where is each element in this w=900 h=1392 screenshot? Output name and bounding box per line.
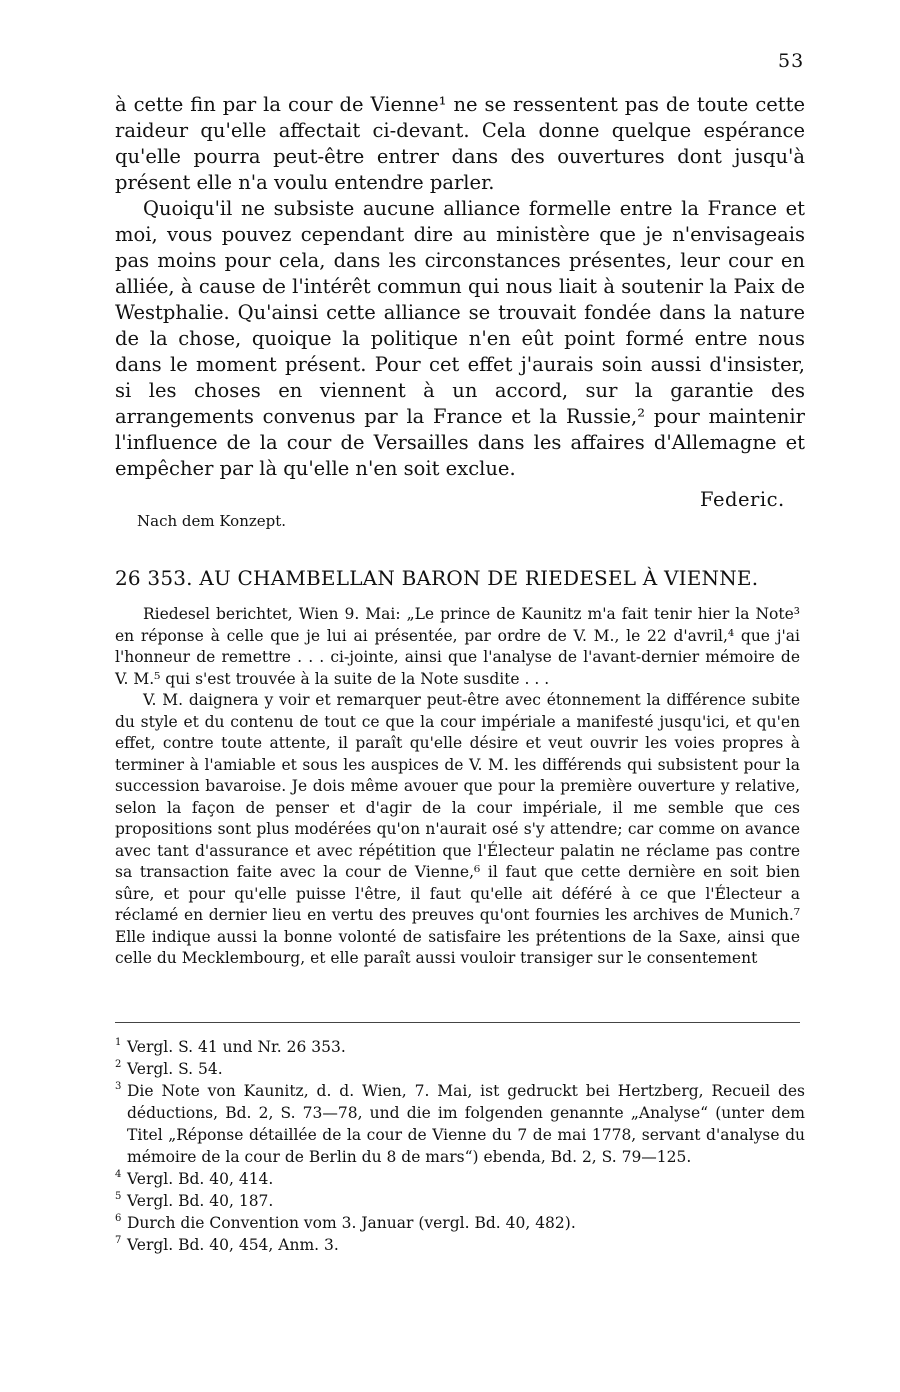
footnote <box>115 1190 805 1212</box>
page-number: 53 <box>778 50 805 72</box>
footnote <box>115 1058 805 1080</box>
footnote-number: 1 <box>115 1037 122 1048</box>
footnote-number: 6 <box>115 1213 122 1224</box>
footnote-number: 3 <box>115 1081 122 1092</box>
footnote-text: Vergl. Bd. 40, 187. <box>127 1192 274 1210</box>
footnote <box>115 1234 805 1256</box>
footnote-text: Durch die Convention vom 3. Januar (vergl. Bd. 40, 482). <box>127 1214 576 1232</box>
main-paragraph: Quoiqu'il ne subsiste aucune alliance formelle entre la France et moi, vous pouvez cependant dire au ministère que je n'envisageais pas moins pour cela, dans les circonstances présentes, leur cour en alliée, à cause de l'intérêt commun qui nous liait à soutenir la Paix de Westphalie. Qu'ainsi cette alliance se trouvait fondée dans la nature de la chose, quoique la politique n'en eût point formé entre nous dans le moment présent. Pour cet effet j'aurais soin aussi d'insister, si les choses en viennent à un accord, sur la garantie des arrangements convenus par la France et la Russie,² pour maintenir l'influence de la cour de Versailles dans les affaires d'Allemagne et empêcher par là qu'elle n'en soit exclue. <box>115 197 805 480</box>
source-note: Nach dem Konzept. <box>137 512 287 530</box>
main-paragraph: à cette fin par la cour de Vienne¹ ne se ressentent pas de toute cette raideur qu'elle affectait ci-devant. Cela donne quelque espérance qu'elle pourra peut-être entrer dans des ouvertures dont jusqu'à présent elle n'a voulu entendre parler. <box>115 93 805 194</box>
footnote <box>115 1168 805 1190</box>
footnote-number: 4 <box>115 1169 122 1180</box>
summary-paragraph: Riedesel berichtet, Wien 9. Mai: „Le prince de Kaunitz m'a fait tenir hier la Note³ en réponse à celle que je lui ai présentée, par ordre de V. M., le 22 d'avril,⁴ que j'ai l'honneur de remettre . . . ci-jointe, ainsi que l'analyse de l'avant-dernier mémoire de V. M.⁵ qui s'est trouvée à la suite de la Note susdite . . . <box>115 605 800 688</box>
summary-paragraph: V. M. daignera y voir et remarquer peut-être avec étonnement la différence subite du style et du contenu de tout ce que la cour impériale a manifesté jusqu'ici, et qu'en effet, contre toute attente, il paraît qu'elle désire et veut ouvrir les voies propres à terminer à l'amiable et sous les auspices de V. M. les différends qui subsistent pour la succession bavaroise. Je dois même avouer que pour la première ouverture y relative, selon la façon de penser et d'agir de la cour impériale, il me semble que ces propositions sont plus modérées qu'on n'aurait osé s'y attendre; car comme on avance avec tant d'assurance et avec répétition que l'Électeur palatin ne réclame pas contre sa transaction faite avec la cour de Vienne,⁶ il faut que cette dernière en soit bien sûre, et pour qu'elle puisse l'être, il faut qu'elle ait déféré à ce que l'Électeur a réclamé en dernier lieu en vertu des preuves qu'ont fournies les archives de Munich.⁷ Elle indique aussi la bonne volonté de satisfaire les prétentions de la Saxe, ainsi que celle du Mecklembourg, et elle paraît aussi vouloir transiger sur le consentement <box>115 691 800 967</box>
main-letter-text <box>115 92 805 482</box>
footnotes <box>115 1036 805 1256</box>
report-summary <box>115 604 800 970</box>
footnote-number: 2 <box>115 1059 122 1070</box>
footnote <box>115 1080 805 1168</box>
footnote-number: 7 <box>115 1235 122 1246</box>
footnote-text: Vergl. Bd. 40, 454, Anm. 3. <box>127 1236 339 1254</box>
footnote-text: Die Note von Kaunitz, d. d. Wien, 7. Mai, ist gedruckt bei Hertzberg, Recueil des déductions, Bd. 2, S. 73—78, und die im folgenden genannte „Analyse“ (unter dem Titel „Réponse détaillée de la cour de Vienne du 7 de mai 1778, servant d'analyse du mémoire de la cour de Berlin du 8 de mars“) ebenda, Bd. 2, S. 79—125. <box>127 1082 805 1166</box>
signature: Federic. <box>700 488 785 511</box>
document-heading: 26 353. AU CHAMBELLAN BARON DE RIEDESEL À VIENNE. <box>115 566 759 590</box>
footnote <box>115 1036 805 1058</box>
footnote-text: Vergl. S. 54. <box>127 1060 223 1078</box>
footnote-number: 5 <box>115 1191 122 1202</box>
footnote-divider <box>115 1022 800 1023</box>
footnote <box>115 1212 805 1234</box>
footnote-text: Vergl. S. 41 und Nr. 26 353. <box>127 1038 346 1056</box>
footnote-text: Vergl. Bd. 40, 414. <box>127 1170 274 1188</box>
